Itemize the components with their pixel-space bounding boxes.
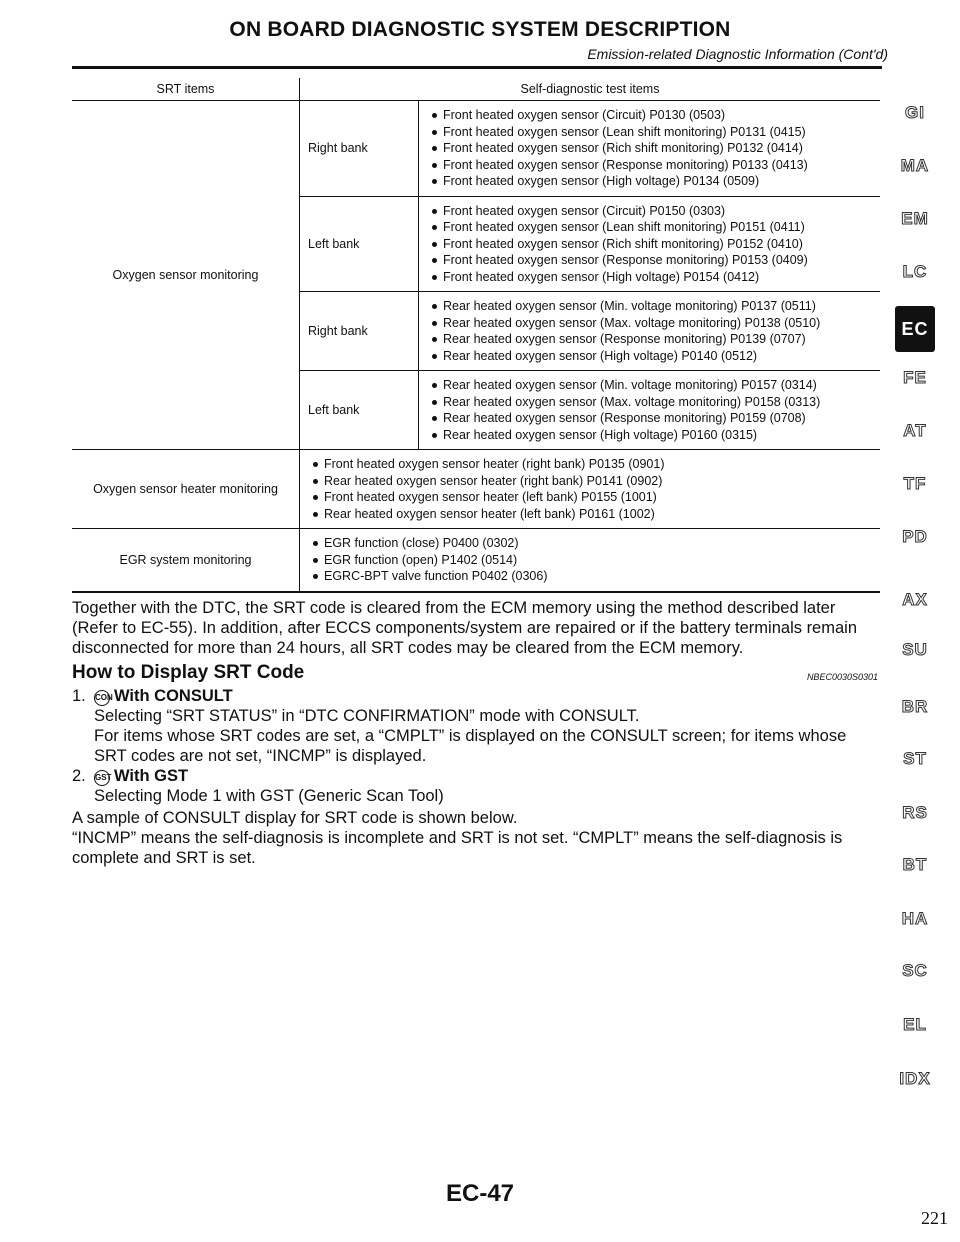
tab-fe[interactable]: FE bbox=[903, 368, 927, 387]
tab-rs[interactable]: RS bbox=[902, 803, 928, 822]
tab-bt[interactable]: BT bbox=[902, 855, 928, 874]
list-item: Front heated oxygen sensor (Rich shift monitoring) P0132 (0414) bbox=[431, 140, 880, 157]
step-consult bbox=[72, 686, 882, 766]
gst-icon: GST bbox=[94, 770, 110, 786]
step-number: 1. bbox=[72, 687, 86, 705]
col-header-test-items: Self-diagnostic test items bbox=[300, 78, 881, 101]
step-number: 2. bbox=[72, 767, 86, 785]
step-text: For items whose SRT codes are set, a “CMPLT” is displayed on the CONSULT screen; for items whose SRT codes are not set, “INCMP” is displayed. bbox=[94, 727, 847, 765]
list-item: Front heated oxygen sensor (Circuit) P0130 (0503) bbox=[431, 107, 880, 124]
list-item: Rear heated oxygen sensor (Min. voltage monitoring) P0157 (0314) bbox=[431, 377, 880, 394]
list-item: Rear heated oxygen sensor (Response monitoring) P0159 (0708) bbox=[431, 410, 880, 427]
body-paragraph: A sample of CONSULT display for SRT code is shown below. bbox=[72, 809, 518, 827]
list-item: EGR function (open) P1402 (0514) bbox=[312, 552, 880, 569]
list-item: EGR function (close) P0400 (0302) bbox=[312, 535, 880, 552]
tests-cell bbox=[300, 529, 881, 592]
tests-cell bbox=[419, 292, 881, 371]
list-item: Front heated oxygen sensor (Rich shift monitoring) P0152 (0410) bbox=[431, 236, 880, 253]
list-item: Rear heated oxygen sensor (Min. voltage monitoring) P0137 (0511) bbox=[431, 298, 880, 315]
srt-item-cell: EGR system monitoring bbox=[72, 529, 300, 592]
bank-cell: Left bank bbox=[300, 196, 419, 292]
body-paragraph: Together with the DTC, the SRT code is cleared from the ECM memory using the method described later (Refer to EC-55). In addition, after ECCS components/system are repaired or if the battery terminals remain disconnected for more than 24 hours, all SRT codes may be cleared from the ECM memory. bbox=[72, 599, 857, 657]
bank-cell: Right bank bbox=[300, 101, 419, 197]
list-item: Front heated oxygen sensor (High voltage) P0154 (0412) bbox=[431, 269, 880, 286]
step-text: Selecting “SRT STATUS” in “DTC CONFIRMATION” mode with CONSULT. bbox=[94, 707, 640, 725]
list-item: Front heated oxygen sensor heater (left bank) P0155 (1001) bbox=[312, 489, 880, 506]
table-row bbox=[72, 101, 880, 197]
col-header-srt-items: SRT items bbox=[72, 78, 300, 101]
page-subtitle: Emission-related Diagnostic Information (Cont'd) bbox=[587, 46, 888, 62]
step-heading: With CONSULT bbox=[114, 687, 233, 705]
list-item: Rear heated oxygen sensor heater (right bank) P0141 (0902) bbox=[312, 473, 880, 490]
list-item: Rear heated oxygen sensor heater (left bank) P0161 (1002) bbox=[312, 506, 880, 523]
tab-ha[interactable]: HA bbox=[901, 909, 929, 928]
list-item: Front heated oxygen sensor (Lean shift monitoring) P0131 (0415) bbox=[431, 124, 880, 141]
bank-cell: Right bank bbox=[300, 292, 419, 371]
tab-at[interactable]: AT bbox=[903, 421, 927, 440]
list-item: Front heated oxygen sensor (Circuit) P0150 (0303) bbox=[431, 203, 880, 220]
section-heading: How to Display SRT Code bbox=[72, 662, 305, 683]
table-row bbox=[72, 450, 880, 529]
list-item: Rear heated oxygen sensor (Max. voltage monitoring) P0158 (0313) bbox=[431, 394, 880, 411]
tab-ma[interactable]: MA bbox=[900, 156, 930, 175]
reference-code: NBEC0030S0301 bbox=[806, 672, 878, 682]
page-code: EC-47 bbox=[445, 1180, 515, 1207]
body-paragraph: “INCMP” means the self-diagnosis is incomplete and SRT is not set. “CMPLT” means the self-diagnosis is complete and SRT is set. bbox=[72, 829, 843, 867]
list-item: Rear heated oxygen sensor (Response monitoring) P0139 (0707) bbox=[431, 331, 880, 348]
page-title: ON BOARD DIAGNOSTIC SYSTEM DESCRIPTION bbox=[229, 18, 731, 41]
tab-gi[interactable]: GI bbox=[905, 103, 925, 122]
tab-br[interactable]: BR bbox=[901, 697, 929, 716]
list-item: Front heated oxygen sensor (High voltage) P0134 (0509) bbox=[431, 173, 880, 190]
step-heading: With GST bbox=[114, 767, 189, 785]
tab-tf[interactable]: TF bbox=[903, 474, 927, 493]
tab-ec-active[interactable]: EC bbox=[895, 306, 935, 352]
list-item: Front heated oxygen sensor (Lean shift monitoring) P0151 (0411) bbox=[431, 219, 880, 236]
table-header-row bbox=[72, 78, 880, 101]
page-number: 221 bbox=[921, 1208, 948, 1228]
step-text: Selecting Mode 1 with GST (Generic Scan Tool) bbox=[94, 787, 444, 805]
tab-em[interactable]: EM bbox=[901, 209, 929, 228]
tab-su[interactable]: SU bbox=[902, 640, 928, 659]
tab-st[interactable]: ST bbox=[903, 749, 927, 768]
tab-lc[interactable]: LC bbox=[902, 262, 928, 281]
consult-icon: CON bbox=[94, 690, 110, 706]
tab-el[interactable]: EL bbox=[903, 1015, 927, 1034]
tab-pd[interactable]: PD bbox=[902, 527, 928, 546]
tests-cell bbox=[419, 196, 881, 292]
tab-sc[interactable]: SC bbox=[902, 961, 928, 980]
srt-table bbox=[72, 78, 880, 593]
tab-idx[interactable]: IDX bbox=[899, 1069, 931, 1088]
list-item: Rear heated oxygen sensor (Max. voltage monitoring) P0138 (0510) bbox=[431, 315, 880, 332]
list-item: Rear heated oxygen sensor (High voltage) P0160 (0315) bbox=[431, 427, 880, 444]
srt-item-cell: Oxygen sensor heater monitoring bbox=[72, 450, 300, 529]
list-item: Front heated oxygen sensor (Response monitoring) P0153 (0409) bbox=[431, 252, 880, 269]
list-item: EGRC-BPT valve function P0402 (0306) bbox=[312, 568, 880, 585]
srt-item-cell: Oxygen sensor monitoring bbox=[72, 101, 300, 450]
tests-cell bbox=[419, 101, 881, 197]
step-gst bbox=[72, 766, 882, 806]
tab-ax[interactable]: AX bbox=[902, 590, 928, 609]
tests-cell bbox=[300, 450, 881, 529]
bank-cell: Left bank bbox=[300, 371, 419, 450]
list-item: Front heated oxygen sensor heater (right bank) P0135 (0901) bbox=[312, 456, 880, 473]
table-row bbox=[72, 529, 880, 592]
list-item: Front heated oxygen sensor (Response monitoring) P0133 (0413) bbox=[431, 157, 880, 174]
list-item: Rear heated oxygen sensor (High voltage) P0140 (0512) bbox=[431, 348, 880, 365]
tests-cell bbox=[419, 371, 881, 450]
title-rule bbox=[72, 66, 882, 69]
